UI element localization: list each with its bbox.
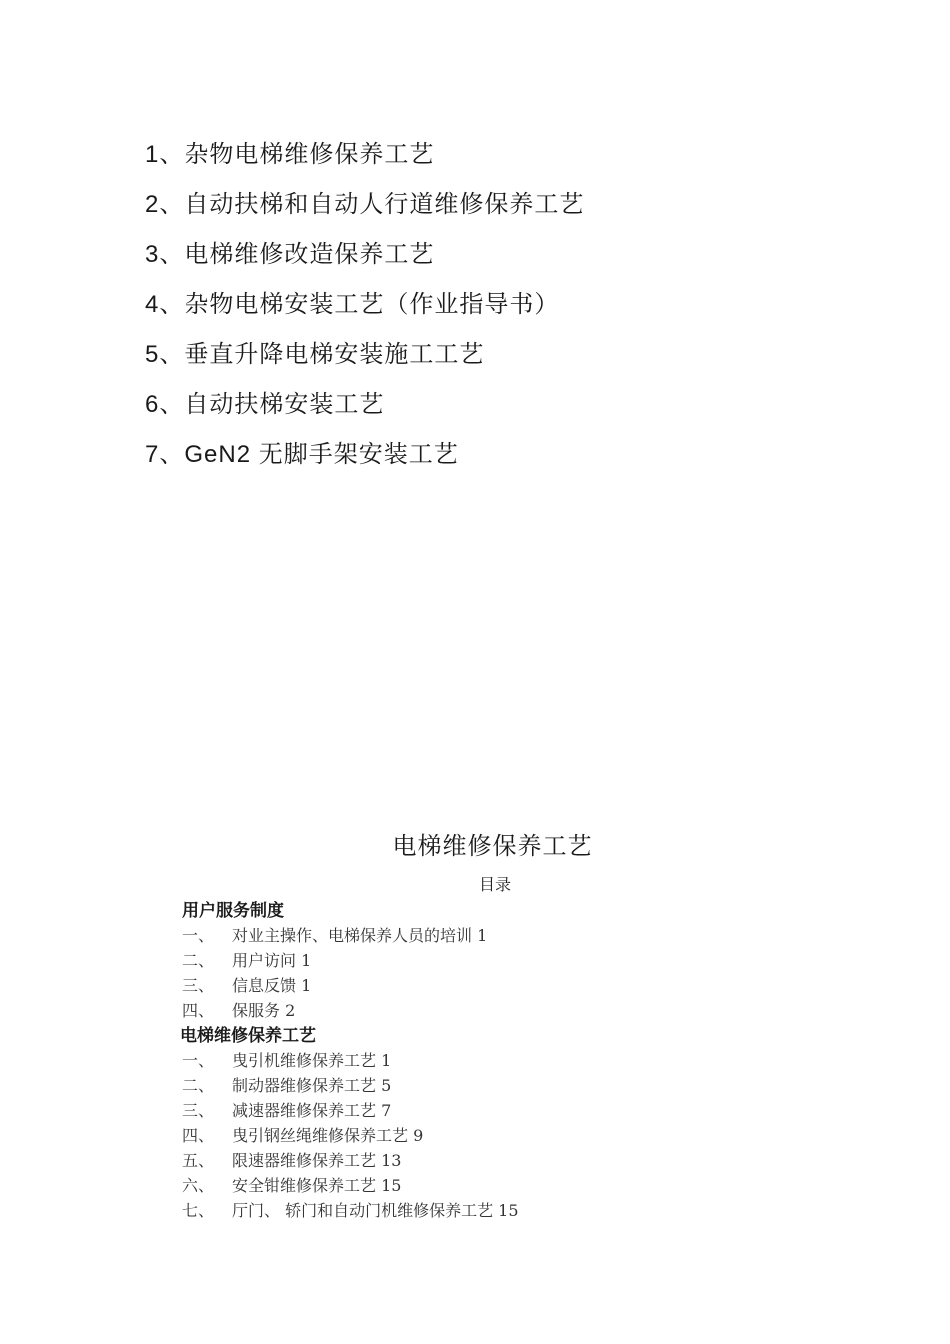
toc-entry-number: 五、 — [182, 1151, 215, 1170]
toc-entry-number: 三、 — [182, 1101, 215, 1120]
process-list-item: 4、杂物电梯安装工艺（作业指导书） — [145, 291, 560, 318]
toc-entry — [180, 1173, 519, 1198]
toc-entry-text: 厅门、 轿门和自动门机维修保养工艺 15 — [232, 1201, 519, 1220]
toc-entry — [180, 1048, 519, 1073]
toc-entry-number: 二、 — [182, 1076, 215, 1095]
toc-entry — [180, 923, 519, 948]
process-list-item: 7、GeN2 无脚手架安装工艺 — [145, 441, 459, 468]
toc-entry — [180, 973, 519, 998]
toc-entry-number: 四、 — [182, 1001, 215, 1020]
process-list-item: 6、自动扶梯安装工艺 — [145, 391, 385, 418]
toc-entry-number: 六、 — [182, 1176, 215, 1195]
toc-entry — [180, 1098, 519, 1123]
toc-entry-number: 一、 — [182, 1051, 215, 1070]
toc-entry-text: 制动器维修保养工艺 5 — [232, 1076, 392, 1095]
toc-entry-text: 减速器维修保养工艺 7 — [232, 1101, 392, 1120]
toc-entry-text: 曳引机维修保养工艺 1 — [232, 1051, 392, 1070]
toc-entry — [180, 998, 519, 1023]
process-list-item: 3、电梯维修改造保养工艺 — [145, 241, 435, 268]
process-list — [145, 130, 584, 480]
toc-entry-text: 用户访问 1 — [232, 951, 312, 970]
process-list-item: 2、自动扶梯和自动人行道维修保养工艺 — [145, 191, 585, 218]
toc-entry-text: 安全钳维修保养工艺 15 — [232, 1176, 402, 1195]
process-list-item: 1、杂物电梯维修保养工艺 — [145, 141, 435, 168]
toc-entry-number: 七、 — [182, 1201, 215, 1220]
toc-section-heading: 用户服务制度 — [182, 901, 284, 920]
process-list-item: 5、垂直升降电梯安装施工工艺 — [145, 341, 485, 368]
toc-entry-text: 保服务 2 — [232, 1001, 296, 1020]
toc-entry-number: 二、 — [182, 951, 215, 970]
toc-entry-number: 一、 — [182, 926, 215, 945]
toc-entry — [180, 948, 519, 973]
table-of-contents — [180, 898, 519, 1223]
toc-entry-text: 曳引钢丝绳维修保养工艺 9 — [232, 1126, 424, 1145]
toc-entry — [180, 1123, 519, 1148]
toc-entry — [180, 1148, 519, 1173]
toc-entry-text: 信息反馈 1 — [232, 976, 312, 995]
toc-section-heading: 电梯维修保养工艺 — [180, 1026, 316, 1045]
toc-entry-number: 四、 — [182, 1126, 215, 1145]
document-title: 电梯维修保养工艺 — [392, 832, 593, 860]
toc-entry — [180, 1073, 519, 1098]
toc-entry — [180, 1198, 519, 1223]
toc-entry-text: 对业主操作、电梯保养人员的培训 1 — [232, 926, 488, 945]
toc-entry-number: 三、 — [182, 976, 215, 995]
table-of-contents-title: 目录 — [478, 875, 511, 894]
toc-entry-text: 限速器维修保养工艺 13 — [232, 1151, 402, 1170]
